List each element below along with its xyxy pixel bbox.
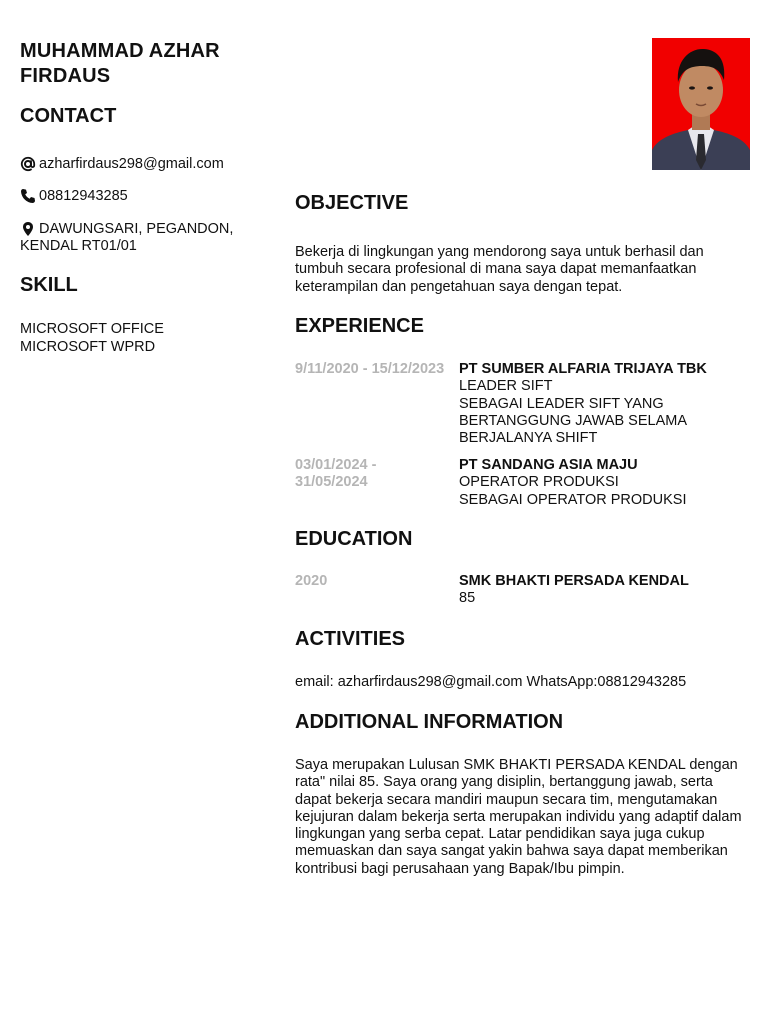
skill-item: MICROSOFT WPRD	[20, 338, 156, 355]
skill-heading: SKILL	[20, 274, 78, 296]
experience-detail	[459, 361, 749, 447]
skill-list	[20, 321, 164, 356]
activities-heading: ACTIVITIES	[295, 628, 406, 650]
experience-heading: EXPERIENCE	[295, 315, 424, 337]
experience-company: PT SUMBER ALFARIA TRIJAYA TBK	[459, 361, 707, 377]
contact-email: azharfirdaus298@gmail.com	[39, 156, 224, 172]
contact-heading: CONTACT	[20, 105, 117, 127]
profile-photo	[652, 38, 750, 170]
phone-icon	[20, 188, 36, 204]
contact-address: DAWUNGSARI, PEGANDON, KENDAL RT01/01	[20, 221, 234, 254]
contact-email-row	[20, 156, 260, 173]
education-school: SMK BHAKTI PERSADA KENDAL	[459, 573, 689, 589]
candidate-name: MUHAMMAD AZHAR FIRDAUS	[20, 40, 220, 87]
education-heading: EDUCATION	[295, 528, 413, 550]
at-icon	[20, 156, 36, 172]
additional-information-text: Saya merupakan Lulusan SMK BHAKTI PERSADA KENDAL dengan rata" nilai 85. Saya orang yang disiplin, bertanggung jawab, serta dapat bekerja secara mandiri maupun secara tim, mengutamakan kejujuran dalam bekerja serta merupakan individu yang adaptif dalam lingkungan yang serba cepat. Latar pendidikan saya juga cukup memuaskan dan saya sangat yakin bahwa saya dapat memberikan kontribusi bagi perusahaan yang Bapak/Ibu pimpin.	[295, 757, 742, 877]
experience-detail	[459, 457, 749, 509]
experience-description: SEBAGAI LEADER SIFT YANG BERTANGGUNG JAWAB SELAMA BERJALANYA SHIFT	[459, 395, 687, 447]
experience-date: 9/11/2020 - 15/12/2023	[295, 361, 445, 377]
education-score: 85	[459, 590, 476, 607]
experience-role: LEADER SIFT	[459, 378, 553, 395]
education-detail	[459, 573, 749, 608]
activities-text: email: azharfirdaus298@gmail.com WhatsApp:08812943285	[295, 674, 687, 690]
experience-company: PT SANDANG ASIA MAJU	[459, 457, 638, 473]
skill-item: MICROSOFT OFFICE	[20, 321, 164, 337]
objective-heading: OBJECTIVE	[295, 192, 409, 214]
experience-date: 03/01/2024 - 31/05/2024	[295, 457, 377, 491]
contact-phone-row	[20, 188, 260, 205]
location-pin-icon	[20, 221, 36, 237]
contact-address-row	[20, 221, 260, 255]
education-year: 2020	[295, 573, 328, 589]
experience-description: SEBAGAI OPERATOR PRODUKSI	[459, 491, 687, 508]
additional-information-heading: ADDITIONAL INFORMATION	[295, 711, 564, 733]
experience-role: OPERATOR PRODUKSI	[459, 474, 619, 491]
objective-text: Bekerja di lingkungan yang mendorong saya untuk berhasil dan tumbuh secara profesional di mana saya dapat memanfaatkan keterampilan dan pengetahuan saya dengan tepat.	[295, 244, 704, 295]
contact-phone: 08812943285	[39, 188, 128, 204]
